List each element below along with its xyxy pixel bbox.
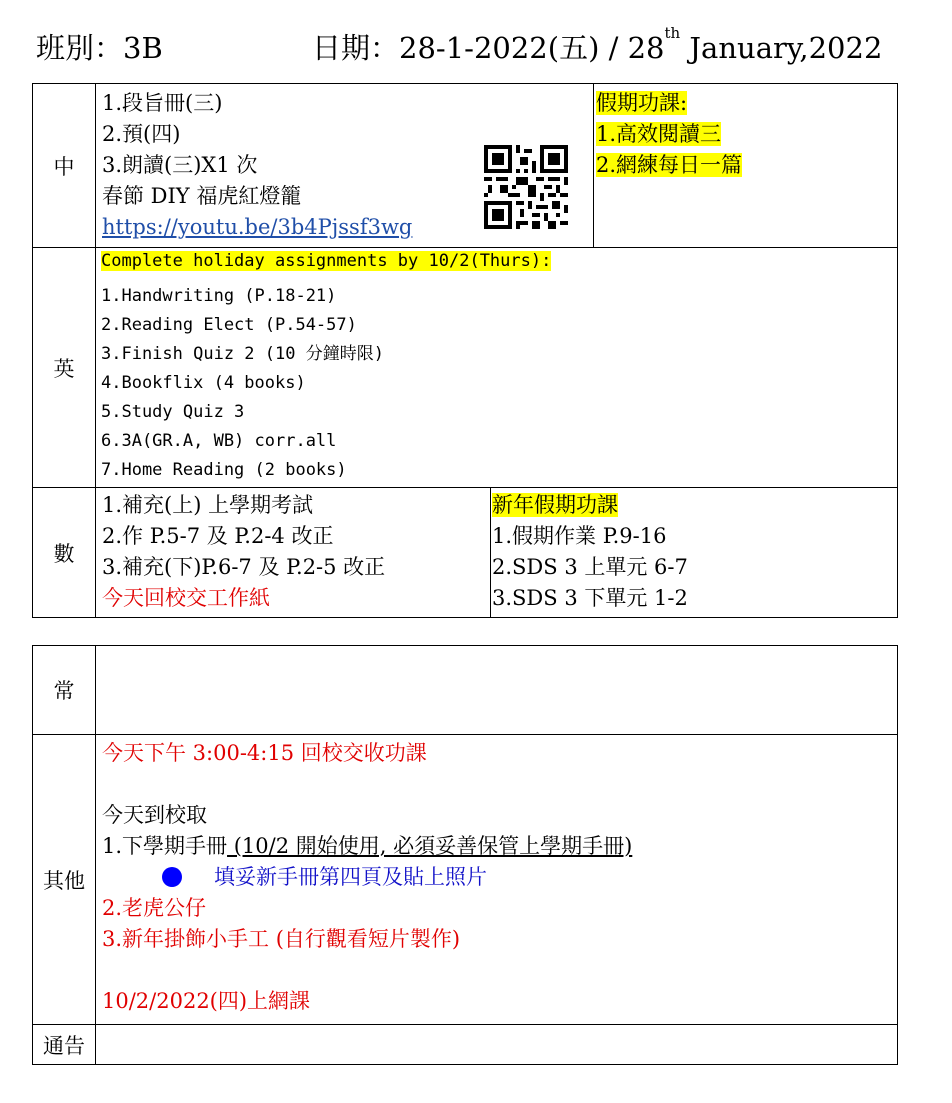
subject-math: 數: [33, 488, 96, 618]
chinese-item: 1.段旨冊(三): [102, 91, 223, 115]
date-sup: th: [664, 24, 681, 42]
math-item: 3.補充(下)P.6-7 及 P.2-5 改正: [102, 555, 386, 579]
english-item: 7.Home Reading (2 books): [101, 460, 347, 480]
subject-chinese: 中: [33, 84, 96, 248]
others-item: 2.老虎公仔: [102, 896, 207, 920]
chinese-holiday-title: 假期功課:: [596, 91, 688, 115]
math-cell: [96, 488, 491, 618]
subject-notice: 通告: [33, 1025, 96, 1065]
date-text: 日期：28-1-2022(五) / 28: [312, 31, 665, 65]
others-bullet-text: 填妥新手冊第四頁及貼上照片: [214, 865, 487, 889]
qr-code-icon: [484, 145, 568, 229]
english-item: 2.Reading Elect (P.54-57): [101, 315, 357, 335]
english-cell: [96, 248, 898, 488]
class-label: 班別：3B: [36, 31, 163, 65]
chinese-item: 2.預(四): [102, 122, 181, 146]
homework-table: [32, 83, 898, 618]
chinese-cell: [96, 84, 594, 248]
others-item-label: 1.下學期手冊: [102, 834, 228, 858]
math-holiday-cell: [491, 488, 898, 618]
subject-general: 常: [33, 646, 96, 735]
english-item: 4.Bookflix (4 books): [101, 373, 306, 393]
general-table: [32, 645, 898, 1065]
chinese-holiday-cell: [594, 84, 898, 248]
youtube-link[interactable]: https://youtu.be/3b4Pjssf3wg: [102, 215, 413, 239]
others-item-note: (10/2 開始使用, 必須妥善保管上學期手冊): [227, 834, 633, 858]
chinese-holiday-item: 1.高效閱讀三: [596, 122, 722, 146]
math-holiday-title: 新年假期功課: [492, 493, 618, 517]
others-item: [102, 831, 897, 862]
date-tail: January,2022: [680, 31, 883, 65]
others-item: 3.新年掛飾小手工 (自行觀看短片製作): [102, 927, 461, 951]
chinese-holiday-item: 2.網練每日一篇: [596, 153, 743, 177]
others-online: 10/2/2022(四)上網課: [102, 989, 311, 1013]
general-cell: [96, 646, 898, 735]
subject-others: 其他: [33, 735, 96, 1025]
math-holiday-item: 2.SDS 3 上單元 6-7: [492, 555, 688, 579]
notice-cell: [96, 1025, 898, 1065]
others-line: 今天下午 3:00-4:15 回校交收功課: [102, 741, 427, 765]
english-item: 3.Finish Quiz 2 (10 分鐘時限): [101, 344, 384, 364]
math-item: 1.補充(上) 上學期考試: [102, 493, 314, 517]
math-holiday-item: 3.SDS 3 下單元 1-2: [492, 586, 688, 610]
english-heading: Complete holiday assignments by 10/2(Thurs):: [101, 251, 552, 271]
chinese-item: 春節 DIY 福虎紅燈籠: [102, 184, 302, 208]
english-item: 6.3A(GR.A, WB) corr.all: [101, 431, 337, 451]
subject-english: 英: [33, 248, 96, 488]
chinese-item: 3.朗讀(三)X1 次: [102, 153, 258, 177]
others-cell: [96, 735, 898, 1025]
others-line: 今天到校取: [102, 803, 207, 827]
english-item: 5.Study Quiz 3: [101, 402, 245, 422]
date-label: [312, 26, 882, 67]
math-holiday-item: 1.假期作業 P.9-16: [492, 524, 667, 548]
others-bullet-line: [102, 862, 897, 893]
english-item: 1.Handwriting (P.18-21): [101, 286, 337, 306]
math-item: 2.作 P.5-7 及 P.2-4 改正: [102, 524, 334, 548]
bullet-icon: [162, 867, 182, 887]
math-note: 今天回校交工作紙: [102, 586, 270, 610]
